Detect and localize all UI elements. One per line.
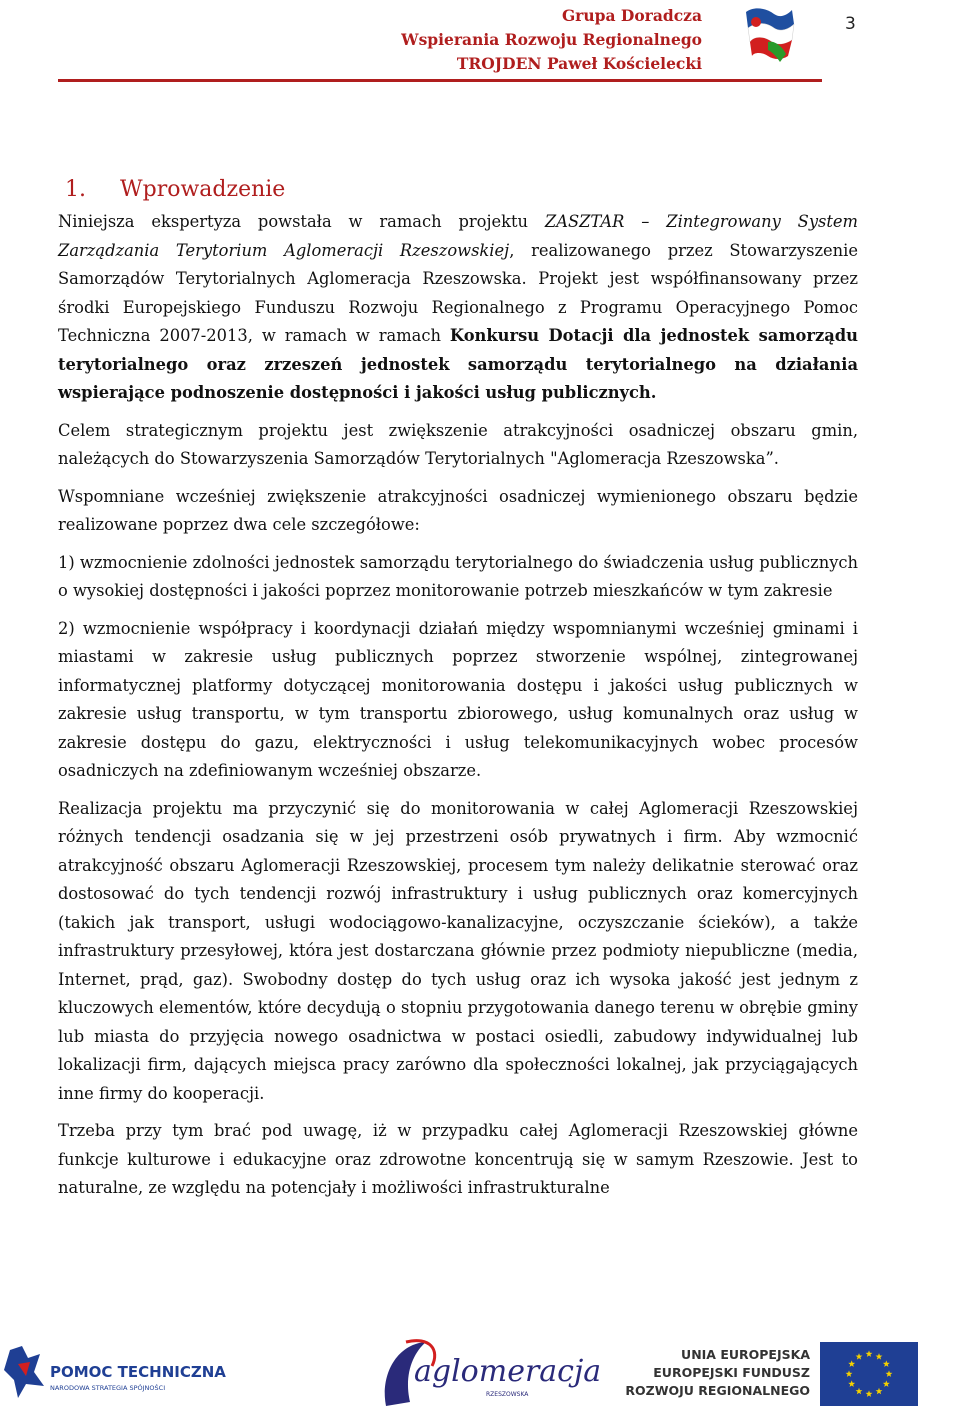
eu-logo — [625, 1342, 918, 1406]
aglomeracja-name: aglomeracja — [414, 1354, 602, 1389]
eu-line1: UNIA EUROPEJSKA — [681, 1347, 810, 1362]
p1-contest-name: Konkursu Dotacji dla jednostek samorządu terytorialnego oraz zrzeszeń jednostek samorządu terytorialnego na działania wspierające podnoszenie dostępności i jakości usług publicznych. — [58, 326, 858, 402]
header-rule — [58, 79, 822, 82]
p1-project-name: ZASZTAR – Zintegrowany System Zarządzania Terytorium Aglomeracji Rzeszowskiej — [58, 212, 858, 260]
pomoc-techniczna-logo — [4, 1346, 226, 1398]
paragraph-goal: Celem strategicznym projektu jest zwiększenie atrakcyjności osadniczej obszaru gmin, należących do Stowarzyszenia Samorządów Terytorialnych "Aglomeracja Rzeszowska”. — [58, 420, 858, 468]
header-org-line1: Grupa Doradcza — [561, 6, 702, 25]
p1-text-a: Niniejsza ekspertyza powstała w ramach projektu — [58, 212, 545, 231]
page-header — [0, 0, 960, 84]
pt-name: POMOC TECHNICZNA — [50, 1363, 226, 1381]
footer-logos — [0, 1336, 960, 1411]
header-org-line3: TROJDEN Paweł Kościelecki — [456, 54, 702, 73]
paragraph-intro — [58, 208, 858, 408]
paragraph-objective-2: 2) wzmocnienie współpracy i koordynacji działań między wspomnianymi wcześniej gminami i miastami w zakresie usług publicznych poprzez stworzenie wspólnej, zintegrowanej informatycznej platformy dotyczącej monitorowania dostępu i jakości usług publicznych w zakresie usług transportu, w tym transportu zbiorowego, usług komunalnych oraz usług w zakresie dostępu do gazu, elektryczności i usług telekomunikacyjnych wobec procesów osadniczych na zdefiniowanym wcześniej obszarze. — [58, 618, 858, 780]
pt-sub: NARODOWA STRATEGIA SPÓJNOŚCI — [50, 1384, 166, 1392]
header-org-line2: Wspierania Rozwoju Regionalnego — [401, 30, 702, 49]
page-number: 3 — [845, 14, 856, 34]
paragraph-considerations: Trzeba przy tym brać pod uwagę, iż w przypadku całej Aglomeracji Rzeszowskiej główne funkcje kulturowe i edukacyjne oraz zdrowotne koncentrują się w samym Rzeszowie. Jest to naturalne, ze względu na potencjały i możliwości infrastrukturalne — [58, 1121, 858, 1197]
header-organization — [401, 4, 702, 76]
p1-text-c: , realizowanego przez Stowarzyszenie Samorządów Terytorialnych Aglomeracja Rzeszowska. Projekt jest współfinansowany przez środki Europejskiego Funduszu Rozwoju Regionalnego z Programu Operacyjnego Pomoc Techniczna 2007-2013, w ramach w ramach — [58, 240, 858, 345]
aglomeracja-logo — [385, 1341, 601, 1406]
paragraph-objective-1: 1) wzmocnienie zdolności jednostek samorządu terytorialnego do świadczenia usług publicznych o wysokiej dostępności i jakości poprzez monitorowanie potrzeb mieszkańców w tym zakresie — [58, 552, 858, 600]
section-heading — [58, 175, 858, 205]
section-number: 1. — [65, 177, 86, 202]
document-body — [58, 175, 858, 1212]
aglomeracja-sub: RZESZOWSKA — [486, 1391, 529, 1398]
trojden-logo-icon — [734, 2, 798, 74]
section-title: Wprowadzenie — [120, 177, 286, 202]
paragraph-realization: Realizacja projektu ma przyczynić się do monitorowania w całej Aglomeracji Rzeszowskiej różnych tendencji osadzania się w jej przestrzeni osób prywatnych i firm. Aby wzmocnić atrakcyjność obszaru Aglomeracji Rzeszowskiej, procesem tym należy delikatnie sterować oraz dostosować do tych tendencji rozwój infrastruktury i usług publicznych oraz komercyjnych (takich jak transport, usługi wodociągowo-kanalizacyjne, oczyszczanie ścieków), a także infrastruktury przesyłowej, która jest dostarczana głównie przez podmioty niepubliczne (media, Internet, prąd, gaz). Swobodny dostęp do tych usług oraz ich wysoka jakość jest jednym z kluczowych elementów, które decydują o stopniu przygotowania danego terenu w obrębie gminy lub miasta do przyjęcia nowego osadnictwa w postaci osiedli, zabudowy indywidualnej lub lokalizacji firm, dających miejsca pracy zarówno dla społeczności lokalnej, jak przyciągających inne firmy do kooperacji. — [58, 798, 858, 1103]
eu-line2: EUROPEJSKI FUNDUSZ — [653, 1365, 810, 1380]
paragraph-objectives-intro: Wspomniane wcześniej zwiększenie atrakcyjności osadniczej wymienionego obszaru będzie realizowane poprzez dwa cele szczegółowe: — [58, 486, 858, 534]
eu-line3: ROZWOJU REGIONALNEGO — [625, 1383, 810, 1398]
